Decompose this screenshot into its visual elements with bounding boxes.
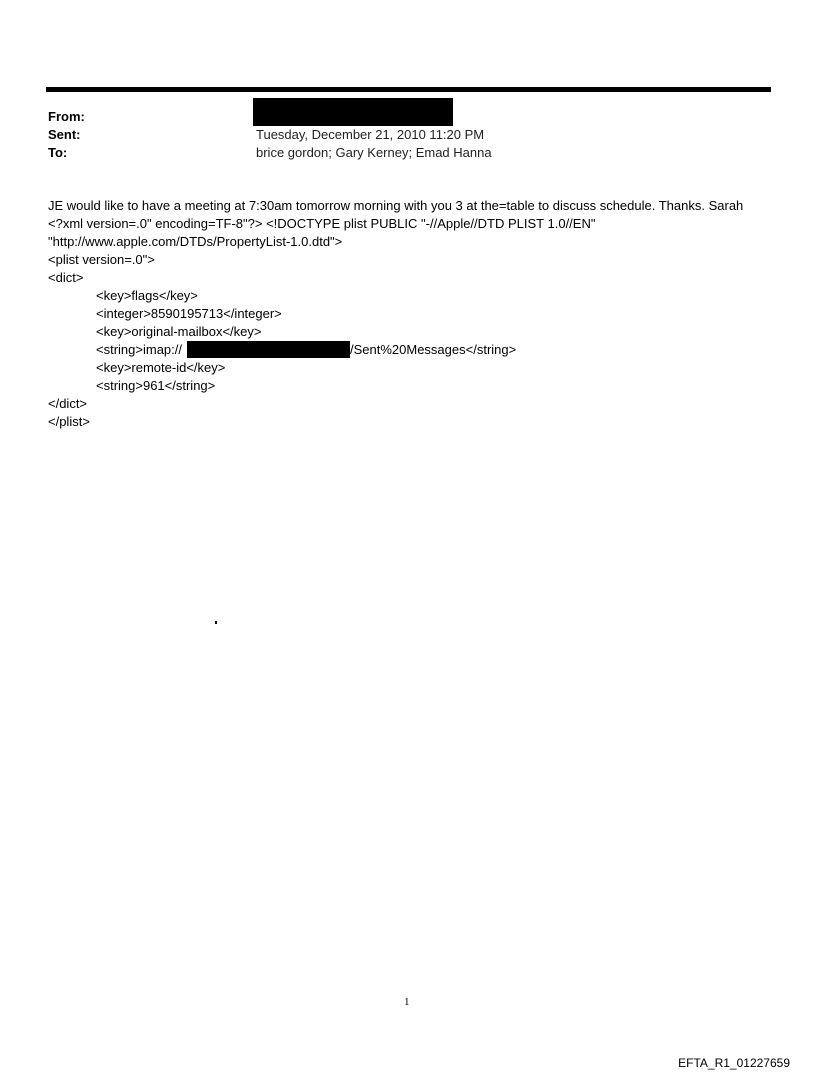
message-text: JE would like to have a meeting at 7:30am tomorrow morning with you 3 at the=table to discuss schedule. Thanks. Sarah — [48, 198, 744, 213]
bates-number: EFTA_R1_01227659 — [678, 1056, 790, 1070]
plist-open: <plist version=.0"> — [48, 252, 155, 267]
header-rule — [46, 87, 771, 92]
key-original-mailbox: <key>original-mailbox</key> — [96, 324, 262, 339]
imap-redaction — [187, 341, 350, 358]
from-label: From: — [48, 109, 85, 124]
sent-label: Sent: — [48, 127, 81, 142]
integer-flags: <integer>8590195713</integer> — [96, 306, 282, 321]
to-value: brice gordon; Gary Kerney; Emad Hanna — [256, 145, 492, 160]
xml-declaration: <?xml version=.0" encoding=TF-8"?> <!DOCTYPE plist PUBLIC "-//Apple//DTD PLIST 1.0//EN" — [48, 216, 596, 231]
dict-close: </dict> — [48, 396, 88, 411]
key-flags: <key>flags</key> — [96, 288, 198, 303]
string-remote-id: <string>961</string> — [96, 378, 216, 393]
page-number: 1 — [404, 996, 410, 1008]
dtd-url: "http://www.apple.com/DTDs/PropertyList-1.0.dtd"> — [48, 234, 343, 249]
key-remote-id: <key>remote-id</key> — [96, 360, 226, 375]
sent-value: Tuesday, December 21, 2010 11:20 PM — [256, 127, 485, 142]
from-redaction — [253, 98, 453, 126]
stray-mark — [215, 621, 217, 624]
string-imap-prefix: <string>imap:// — [96, 342, 182, 357]
dict-open: <dict> — [48, 270, 84, 285]
to-label: To: — [48, 145, 68, 160]
plist-close: </plist> — [48, 414, 90, 429]
string-imap-suffix: /Sent%20Messages</string> — [350, 342, 517, 357]
